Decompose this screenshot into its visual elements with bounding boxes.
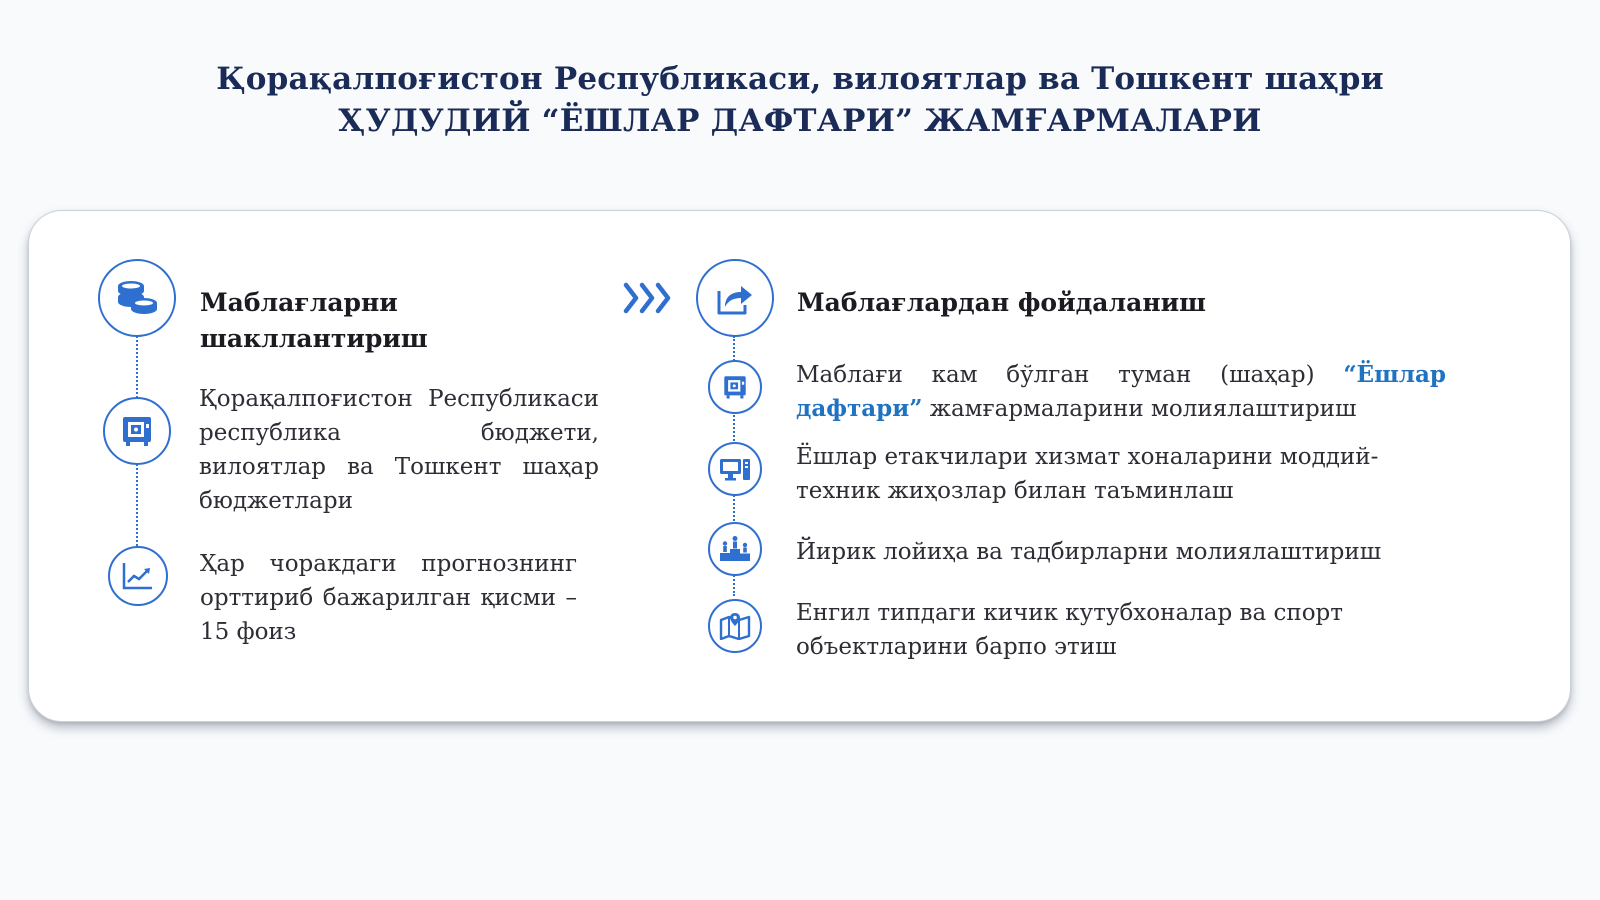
right-item-equipment: Ёшлар етакчилари хизмат хоналарини моддий-техник жиҳозлар билан таъминлаш: [796, 444, 1379, 504]
right-item-finance-text-before: Маблағи кам бўлган туман (шаҳар): [796, 362, 1344, 388]
right-item-libraries: Енгил типдаги кичик кутубхоналар ва спорт объектларини барпо этиш: [796, 600, 1344, 660]
coins-icon: [98, 259, 176, 337]
left-item-forecast: Ҳар чоракдаги прогнознинг орттириб бажарилган қисми – 15 фоиз: [200, 551, 577, 645]
right-item-finance-funds: [796, 358, 1446, 426]
left-heading: Маблағларни шакллантириш: [200, 288, 428, 353]
youth-book-highlight: “Ёшлар дафтари”: [796, 361, 1446, 422]
right-heading: Маблағлардан фойдаланиш: [797, 288, 1207, 317]
map-icon: [708, 599, 762, 653]
right-item-finance-text-after: жамғармаларини молиялаштириш: [922, 396, 1357, 422]
triple-chevron-icon: [622, 281, 676, 315]
left-item-budget: Қорақалпоғистон Республикаси республика бюджети, вилоятлар ва Тошкент шаҳар бюджетлари: [199, 386, 599, 514]
title-line-1: Қорақалпоғистон Республикаси, вилоятлар ва Тошкент шаҳри: [216, 61, 1384, 97]
title-line-2: ҲУДУДИЙ “ЁШЛАР ДАФТАРИ” ЖАМҒАРМАЛАРИ: [338, 103, 1262, 139]
share-arrow-icon: [696, 259, 774, 337]
computer-icon: [708, 442, 762, 496]
chart-growth-icon: [108, 546, 168, 606]
page-title: [0, 58, 1600, 142]
safe-icon: [103, 397, 171, 465]
safe-icon: [708, 360, 762, 414]
right-item-projects: Йирик лойиҳа ва тадбирларни молиялаштириш: [796, 539, 1382, 565]
podium-icon: [708, 522, 762, 576]
